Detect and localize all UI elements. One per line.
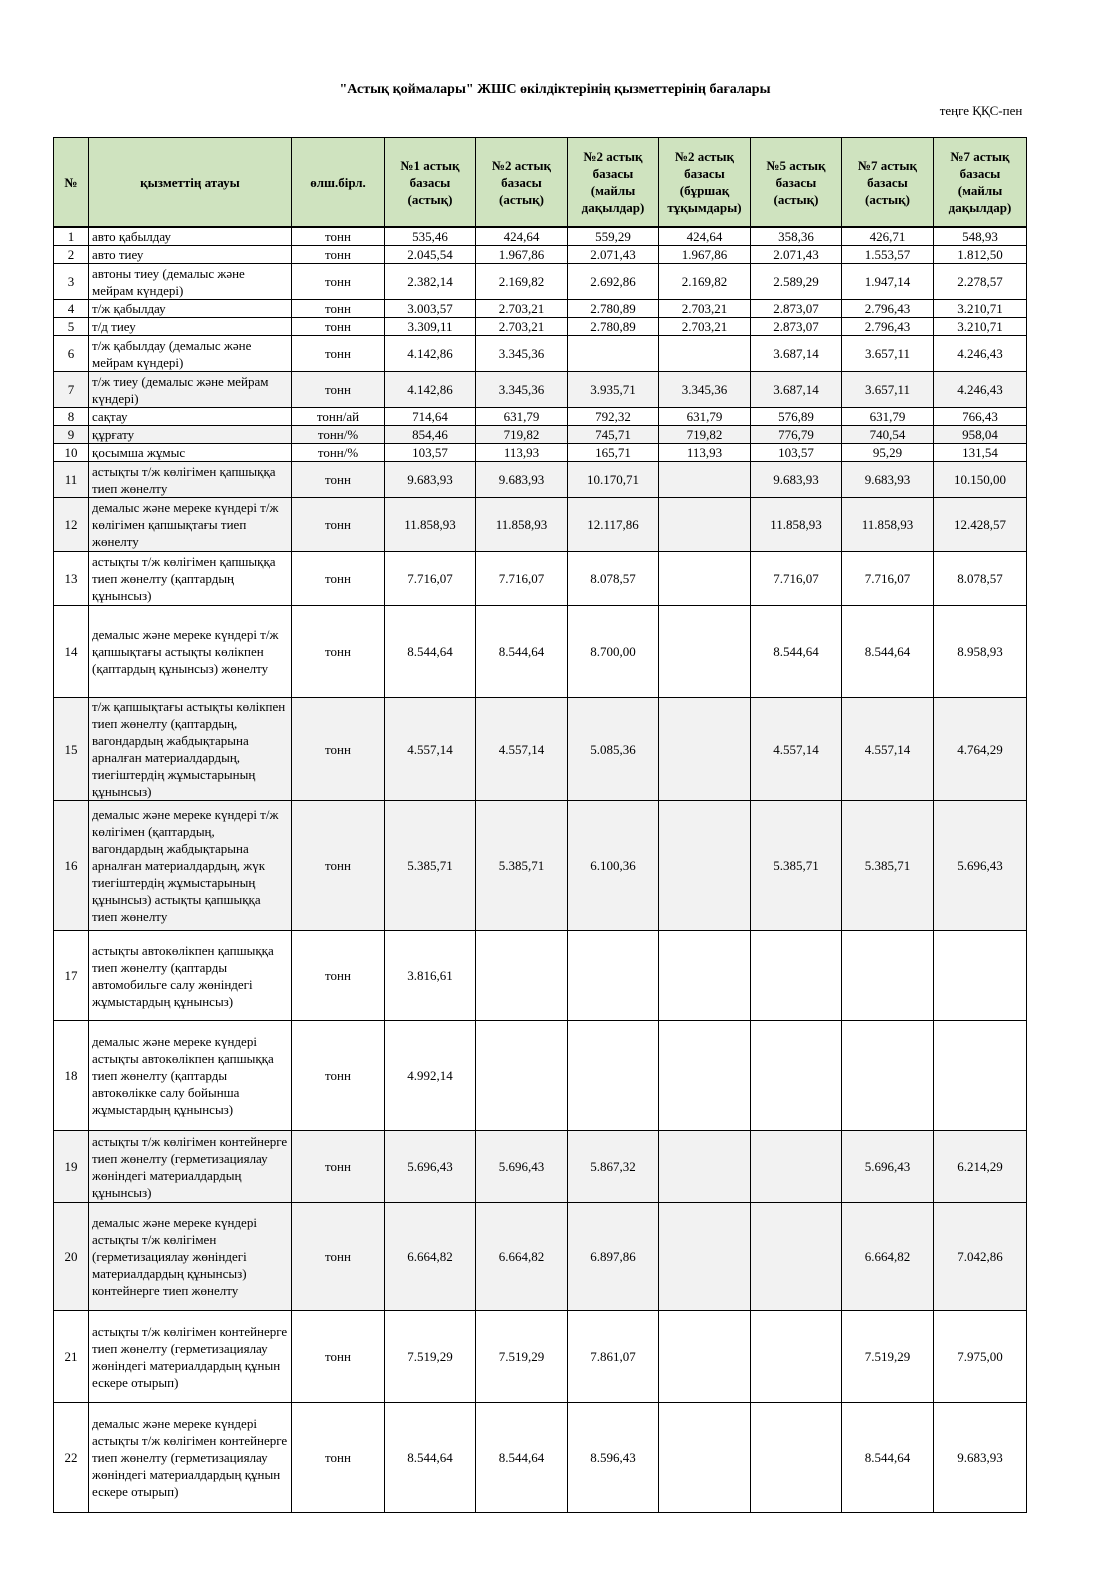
row-number: 3 xyxy=(54,264,89,300)
price-cell: 4.557,14 xyxy=(751,698,842,801)
price-cell: 8.544,64 xyxy=(842,606,934,698)
table-row xyxy=(54,1203,1027,1311)
service-name: т/ж тиеу (демалыс және мейрам күндері) xyxy=(89,372,292,408)
price-cell: 1.967,86 xyxy=(476,246,568,264)
price-cell: 714,64 xyxy=(385,408,476,426)
price-cell: 2.780,89 xyxy=(568,318,659,336)
price-cell: 2.382,14 xyxy=(385,264,476,300)
price-cell xyxy=(659,801,751,931)
service-name: демалыс және мереке күндері т/ж көлігімен (қаптардың, вагондардың жабдықтарына арналған материалдардың, жүк тиегіштердің жұмыстарының құнынсыз) астықты қапшыққа тиеп жөнелту xyxy=(89,801,292,931)
unit-of-measure: тонн xyxy=(292,801,385,931)
price-cell: 3.935,71 xyxy=(568,372,659,408)
table-row xyxy=(54,1131,1027,1203)
unit-of-measure: тонн xyxy=(292,227,385,246)
row-number: 19 xyxy=(54,1131,89,1203)
table-row xyxy=(54,264,1027,300)
unit-of-measure: тонн xyxy=(292,498,385,552)
price-cell: 2.780,89 xyxy=(568,300,659,318)
price-cell: 1.553,57 xyxy=(842,246,934,264)
price-cell: 7.519,29 xyxy=(842,1311,934,1403)
service-name: т/ж қабылдау (демалыс және мейрам күндері) xyxy=(89,336,292,372)
price-cell: 4.992,14 xyxy=(385,1021,476,1131)
price-cell: 7.716,07 xyxy=(842,552,934,606)
table-row xyxy=(54,698,1027,801)
service-name: астықты т/ж көлігімен қапшыққа тиеп жөнелту xyxy=(89,462,292,498)
price-cell: 3.345,36 xyxy=(659,372,751,408)
price-cell xyxy=(842,931,934,1021)
column-header: қызметтің атауы xyxy=(89,138,292,228)
price-cell: 8.544,64 xyxy=(385,606,476,698)
price-cell: 103,57 xyxy=(751,444,842,462)
price-cell: 10.150,00 xyxy=(934,462,1027,498)
price-cell: 3.309,11 xyxy=(385,318,476,336)
price-cell xyxy=(751,1021,842,1131)
price-cell: 2.703,21 xyxy=(476,300,568,318)
price-cell: 12.117,86 xyxy=(568,498,659,552)
service-name: демалыс және мереке күндері астықты т/ж көлігімен контейнерге тиеп жөнелту (герметизациялау жөніндегі материалдардың құнын ескере отырып) xyxy=(89,1403,292,1513)
price-cell: 165,71 xyxy=(568,444,659,462)
row-number: 9 xyxy=(54,426,89,444)
price-cell: 424,64 xyxy=(476,227,568,246)
table-row xyxy=(54,372,1027,408)
price-cell: 3.003,57 xyxy=(385,300,476,318)
price-cell: 11.858,93 xyxy=(751,498,842,552)
price-cell: 8.958,93 xyxy=(934,606,1027,698)
price-cell: 3.657,11 xyxy=(842,336,934,372)
unit-of-measure: тонн xyxy=(292,552,385,606)
row-number: 7 xyxy=(54,372,89,408)
price-cell xyxy=(842,1021,934,1131)
unit-of-measure: тонн xyxy=(292,1311,385,1403)
unit-of-measure: тонн xyxy=(292,1203,385,1311)
price-cell xyxy=(659,1203,751,1311)
row-number: 5 xyxy=(54,318,89,336)
price-cell xyxy=(751,931,842,1021)
price-cell xyxy=(751,1203,842,1311)
price-table xyxy=(53,137,1027,1513)
price-cell: 6.100,36 xyxy=(568,801,659,931)
price-cell xyxy=(659,1021,751,1131)
column-header: №2 астық базасы (бұршақ тұқымдары) xyxy=(659,138,751,228)
table-row xyxy=(54,801,1027,931)
table-row xyxy=(54,1021,1027,1131)
unit-of-measure: тонн xyxy=(292,1021,385,1131)
price-cell: 5.696,43 xyxy=(934,801,1027,931)
price-cell: 5.385,71 xyxy=(385,801,476,931)
service-name: т/д тиеу xyxy=(89,318,292,336)
service-name: демалыс және мереке күндері астықты автокөлікпен қапшыққа тиеп жөнелту (қаптарды автокөлікке салу бойынша жұмыстардың құнынсыз) xyxy=(89,1021,292,1131)
price-cell: 5.385,71 xyxy=(751,801,842,931)
price-cell: 5.696,43 xyxy=(842,1131,934,1203)
unit-of-measure: тонн xyxy=(292,264,385,300)
price-cell xyxy=(659,606,751,698)
price-cell: 740,54 xyxy=(842,426,934,444)
row-number: 11 xyxy=(54,462,89,498)
price-cell: 2.796,43 xyxy=(842,318,934,336)
price-cell: 9.683,93 xyxy=(842,462,934,498)
service-name: авто қабылдау xyxy=(89,227,292,246)
table-row xyxy=(54,408,1027,426)
column-header: №2 астық базасы (майлы дақылдар) xyxy=(568,138,659,228)
price-cell: 2.703,21 xyxy=(659,300,751,318)
table-row xyxy=(54,336,1027,372)
price-cell: 8.544,64 xyxy=(476,606,568,698)
price-cell: 5.696,43 xyxy=(476,1131,568,1203)
price-cell: 3.687,14 xyxy=(751,336,842,372)
column-header: өлш.бірл. xyxy=(292,138,385,228)
price-cell: 576,89 xyxy=(751,408,842,426)
price-cell: 9.683,93 xyxy=(385,462,476,498)
price-cell: 631,79 xyxy=(659,408,751,426)
table-row xyxy=(54,1403,1027,1513)
price-cell: 8.544,64 xyxy=(476,1403,568,1513)
price-cell: 426,71 xyxy=(842,227,934,246)
service-name: астықты т/ж көлігімен контейнерге тиеп жөнелту (герметизациялау жөніндегі материалдардың құнын ескере отырып) xyxy=(89,1311,292,1403)
price-cell xyxy=(751,1311,842,1403)
price-cell: 10.170,71 xyxy=(568,462,659,498)
currency-note: теңге ҚҚС-пен xyxy=(939,103,1023,118)
price-cell: 535,46 xyxy=(385,227,476,246)
row-number: 10 xyxy=(54,444,89,462)
price-cell: 9.683,93 xyxy=(476,462,568,498)
service-name: сақтау xyxy=(89,408,292,426)
table-row xyxy=(54,426,1027,444)
price-cell xyxy=(751,1403,842,1513)
table-row xyxy=(54,462,1027,498)
price-cell xyxy=(934,931,1027,1021)
price-cell: 4.557,14 xyxy=(842,698,934,801)
price-cell: 424,64 xyxy=(659,227,751,246)
price-cell: 3.210,71 xyxy=(934,318,1027,336)
price-cell: 7.519,29 xyxy=(476,1311,568,1403)
price-cell: 4.246,43 xyxy=(934,336,1027,372)
price-cell xyxy=(476,1021,568,1131)
price-cell: 7.042,86 xyxy=(934,1203,1027,1311)
price-cell: 4.246,43 xyxy=(934,372,1027,408)
price-cell: 7.716,07 xyxy=(385,552,476,606)
row-number: 1 xyxy=(54,227,89,246)
price-cell: 5.385,71 xyxy=(476,801,568,931)
service-name: т/ж қапшықтағы астықты көлікпен тиеп жөнелту (қаптардың, вагондардың жабдықтарына арналған материалдардың, тиегіштердің жұмыстарының құнынсыз) xyxy=(89,698,292,801)
row-number: 6 xyxy=(54,336,89,372)
price-cell: 3.816,61 xyxy=(385,931,476,1021)
unit-of-measure: тонн/ай xyxy=(292,408,385,426)
table-row xyxy=(54,606,1027,698)
unit-of-measure: тонн xyxy=(292,1403,385,1513)
price-cell: 3.657,11 xyxy=(842,372,934,408)
price-cell: 958,04 xyxy=(934,426,1027,444)
price-cell: 7.716,07 xyxy=(751,552,842,606)
price-cell: 6.897,86 xyxy=(568,1203,659,1311)
price-cell: 3.345,36 xyxy=(476,336,568,372)
service-name: астықты т/ж көлігімен қапшыққа тиеп жөнелту (қаптардың құнынсыз) xyxy=(89,552,292,606)
price-cell xyxy=(659,462,751,498)
unit-of-measure: тонн xyxy=(292,300,385,318)
price-cell: 2.703,21 xyxy=(659,318,751,336)
price-cell: 8.078,57 xyxy=(568,552,659,606)
price-cell xyxy=(659,498,751,552)
service-name: т/ж қабылдау xyxy=(89,300,292,318)
price-cell: 12.428,57 xyxy=(934,498,1027,552)
price-cell: 2.169,82 xyxy=(476,264,568,300)
price-cell: 8.700,00 xyxy=(568,606,659,698)
price-cell: 3.687,14 xyxy=(751,372,842,408)
price-cell: 6.664,82 xyxy=(385,1203,476,1311)
price-cell: 5.696,43 xyxy=(385,1131,476,1203)
price-cell: 719,82 xyxy=(659,426,751,444)
unit-of-measure: тонн xyxy=(292,606,385,698)
unit-of-measure: тонн xyxy=(292,1131,385,1203)
price-cell: 6.664,82 xyxy=(842,1203,934,1311)
column-header: №2 астық базасы (астық) xyxy=(476,138,568,228)
price-cell: 2.873,07 xyxy=(751,318,842,336)
price-cell: 548,93 xyxy=(934,227,1027,246)
price-cell: 8.544,64 xyxy=(842,1403,934,1513)
price-cell: 6.664,82 xyxy=(476,1203,568,1311)
price-cell: 2.589,29 xyxy=(751,264,842,300)
price-cell: 2.071,43 xyxy=(751,246,842,264)
price-cell: 7.716,07 xyxy=(476,552,568,606)
price-cell: 4.764,29 xyxy=(934,698,1027,801)
price-cell xyxy=(934,1021,1027,1131)
price-cell: 766,43 xyxy=(934,408,1027,426)
price-cell: 3.210,71 xyxy=(934,300,1027,318)
row-number: 4 xyxy=(54,300,89,318)
row-number: 12 xyxy=(54,498,89,552)
row-number: 15 xyxy=(54,698,89,801)
column-header: № xyxy=(54,138,89,228)
service-name: демалыс және мереке күндері т/ж көлігімен қапшықтағы тиеп жөнелту xyxy=(89,498,292,552)
price-cell: 7.519,29 xyxy=(385,1311,476,1403)
table-row xyxy=(54,318,1027,336)
price-cell: 8.544,64 xyxy=(385,1403,476,1513)
price-cell: 113,93 xyxy=(476,444,568,462)
column-header: №7 астық базасы (астық) xyxy=(842,138,934,228)
price-cell xyxy=(659,1311,751,1403)
price-cell: 854,46 xyxy=(385,426,476,444)
service-name: құрғату xyxy=(89,426,292,444)
price-cell: 113,93 xyxy=(659,444,751,462)
price-cell: 9.683,93 xyxy=(934,1403,1027,1513)
price-cell: 4.557,14 xyxy=(385,698,476,801)
price-cell xyxy=(751,1131,842,1203)
table-row xyxy=(54,498,1027,552)
page-title: "Астық қоймалары" ЖШС өкілдіктерінің қызметтерінің бағалары xyxy=(339,82,771,97)
service-name: астықты т/ж көлігімен контейнерге тиеп жөнелту (герметизациялау жөніндегі материалдардың құнынсыз) xyxy=(89,1131,292,1203)
unit-of-measure: тонн xyxy=(292,246,385,264)
service-name: демалыс және мереке күндері астықты т/ж көлігімен (герметизациялау жөніндегі материалдардың құнынсыз) контейнерге тиеп жөнелту xyxy=(89,1203,292,1311)
column-header: №1 астық базасы (астық) xyxy=(385,138,476,228)
table-row xyxy=(54,300,1027,318)
price-cell: 4.142,86 xyxy=(385,372,476,408)
price-cell: 776,79 xyxy=(751,426,842,444)
price-cell: 559,29 xyxy=(568,227,659,246)
price-cell: 8.544,64 xyxy=(751,606,842,698)
table-row xyxy=(54,246,1027,264)
service-name: авто тиеу xyxy=(89,246,292,264)
row-number: 21 xyxy=(54,1311,89,1403)
unit-of-measure: тонн xyxy=(292,372,385,408)
row-number: 16 xyxy=(54,801,89,931)
price-cell: 1.967,86 xyxy=(659,246,751,264)
price-cell: 631,79 xyxy=(842,408,934,426)
unit-of-measure: тонн xyxy=(292,318,385,336)
price-cell: 5.085,36 xyxy=(568,698,659,801)
price-cell xyxy=(659,931,751,1021)
price-cell: 11.858,93 xyxy=(385,498,476,552)
price-cell: 631,79 xyxy=(476,408,568,426)
price-cell xyxy=(568,1021,659,1131)
header-row xyxy=(54,138,1027,228)
unit-of-measure: тонн xyxy=(292,698,385,801)
row-number: 20 xyxy=(54,1203,89,1311)
price-cell: 6.214,29 xyxy=(934,1131,1027,1203)
price-cell xyxy=(568,336,659,372)
price-cell: 2.692,86 xyxy=(568,264,659,300)
price-cell: 3.345,36 xyxy=(476,372,568,408)
price-cell: 1.812,50 xyxy=(934,246,1027,264)
service-name: қосымша жұмыс xyxy=(89,444,292,462)
price-cell: 2.071,43 xyxy=(568,246,659,264)
unit-of-measure: тонн/% xyxy=(292,444,385,462)
price-cell: 2.045,54 xyxy=(385,246,476,264)
price-cell: 95,29 xyxy=(842,444,934,462)
price-cell: 7.861,07 xyxy=(568,1311,659,1403)
row-number: 8 xyxy=(54,408,89,426)
table-row xyxy=(54,444,1027,462)
price-cell: 2.169,82 xyxy=(659,264,751,300)
service-name: астықты автокөлікпен қапшыққа тиеп жөнелту (қаптарды автомобильге салу жөніндегі жұмыстардың құнынсыз) xyxy=(89,931,292,1021)
price-cell: 2.703,21 xyxy=(476,318,568,336)
service-name: демалыс және мереке күндері т/ж қапшықтағы астықты көлікпен (қаптардың құнынсыз) жөнелту xyxy=(89,606,292,698)
price-cell: 2.278,57 xyxy=(934,264,1027,300)
unit-of-measure: тонн xyxy=(292,336,385,372)
price-cell: 7.975,00 xyxy=(934,1311,1027,1403)
price-cell: 5.867,32 xyxy=(568,1131,659,1203)
price-cell: 11.858,93 xyxy=(842,498,934,552)
row-number: 13 xyxy=(54,552,89,606)
price-cell: 792,32 xyxy=(568,408,659,426)
row-number: 18 xyxy=(54,1021,89,1131)
price-cell: 358,36 xyxy=(751,227,842,246)
price-cell: 4.557,14 xyxy=(476,698,568,801)
service-name: автоны тиеу (демалыс және мейрам күндері) xyxy=(89,264,292,300)
price-cell xyxy=(659,552,751,606)
price-cell xyxy=(659,1403,751,1513)
price-cell xyxy=(659,1131,751,1203)
price-cell: 5.385,71 xyxy=(842,801,934,931)
price-cell: 131,54 xyxy=(934,444,1027,462)
table-row xyxy=(54,931,1027,1021)
unit-of-measure: тонн/% xyxy=(292,426,385,444)
row-number: 2 xyxy=(54,246,89,264)
table-row xyxy=(54,227,1027,246)
price-cell: 719,82 xyxy=(476,426,568,444)
table-row xyxy=(54,552,1027,606)
price-cell: 4.142,86 xyxy=(385,336,476,372)
price-cell: 8.078,57 xyxy=(934,552,1027,606)
row-number: 14 xyxy=(54,606,89,698)
unit-of-measure: тонн xyxy=(292,931,385,1021)
price-cell: 103,57 xyxy=(385,444,476,462)
price-cell: 9.683,93 xyxy=(751,462,842,498)
price-cell xyxy=(568,931,659,1021)
column-header: №7 астық базасы (майлы дақылдар) xyxy=(934,138,1027,228)
price-cell: 11.858,93 xyxy=(476,498,568,552)
price-cell xyxy=(476,931,568,1021)
price-cell xyxy=(659,698,751,801)
price-cell: 2.796,43 xyxy=(842,300,934,318)
price-cell: 2.873,07 xyxy=(751,300,842,318)
unit-of-measure: тонн xyxy=(292,462,385,498)
price-cell: 1.947,14 xyxy=(842,264,934,300)
price-cell xyxy=(659,336,751,372)
price-cell: 8.596,43 xyxy=(568,1403,659,1513)
row-number: 22 xyxy=(54,1403,89,1513)
row-number: 17 xyxy=(54,931,89,1021)
price-cell: 745,71 xyxy=(568,426,659,444)
table-row xyxy=(54,1311,1027,1403)
column-header: №5 астық базасы (астық) xyxy=(751,138,842,228)
